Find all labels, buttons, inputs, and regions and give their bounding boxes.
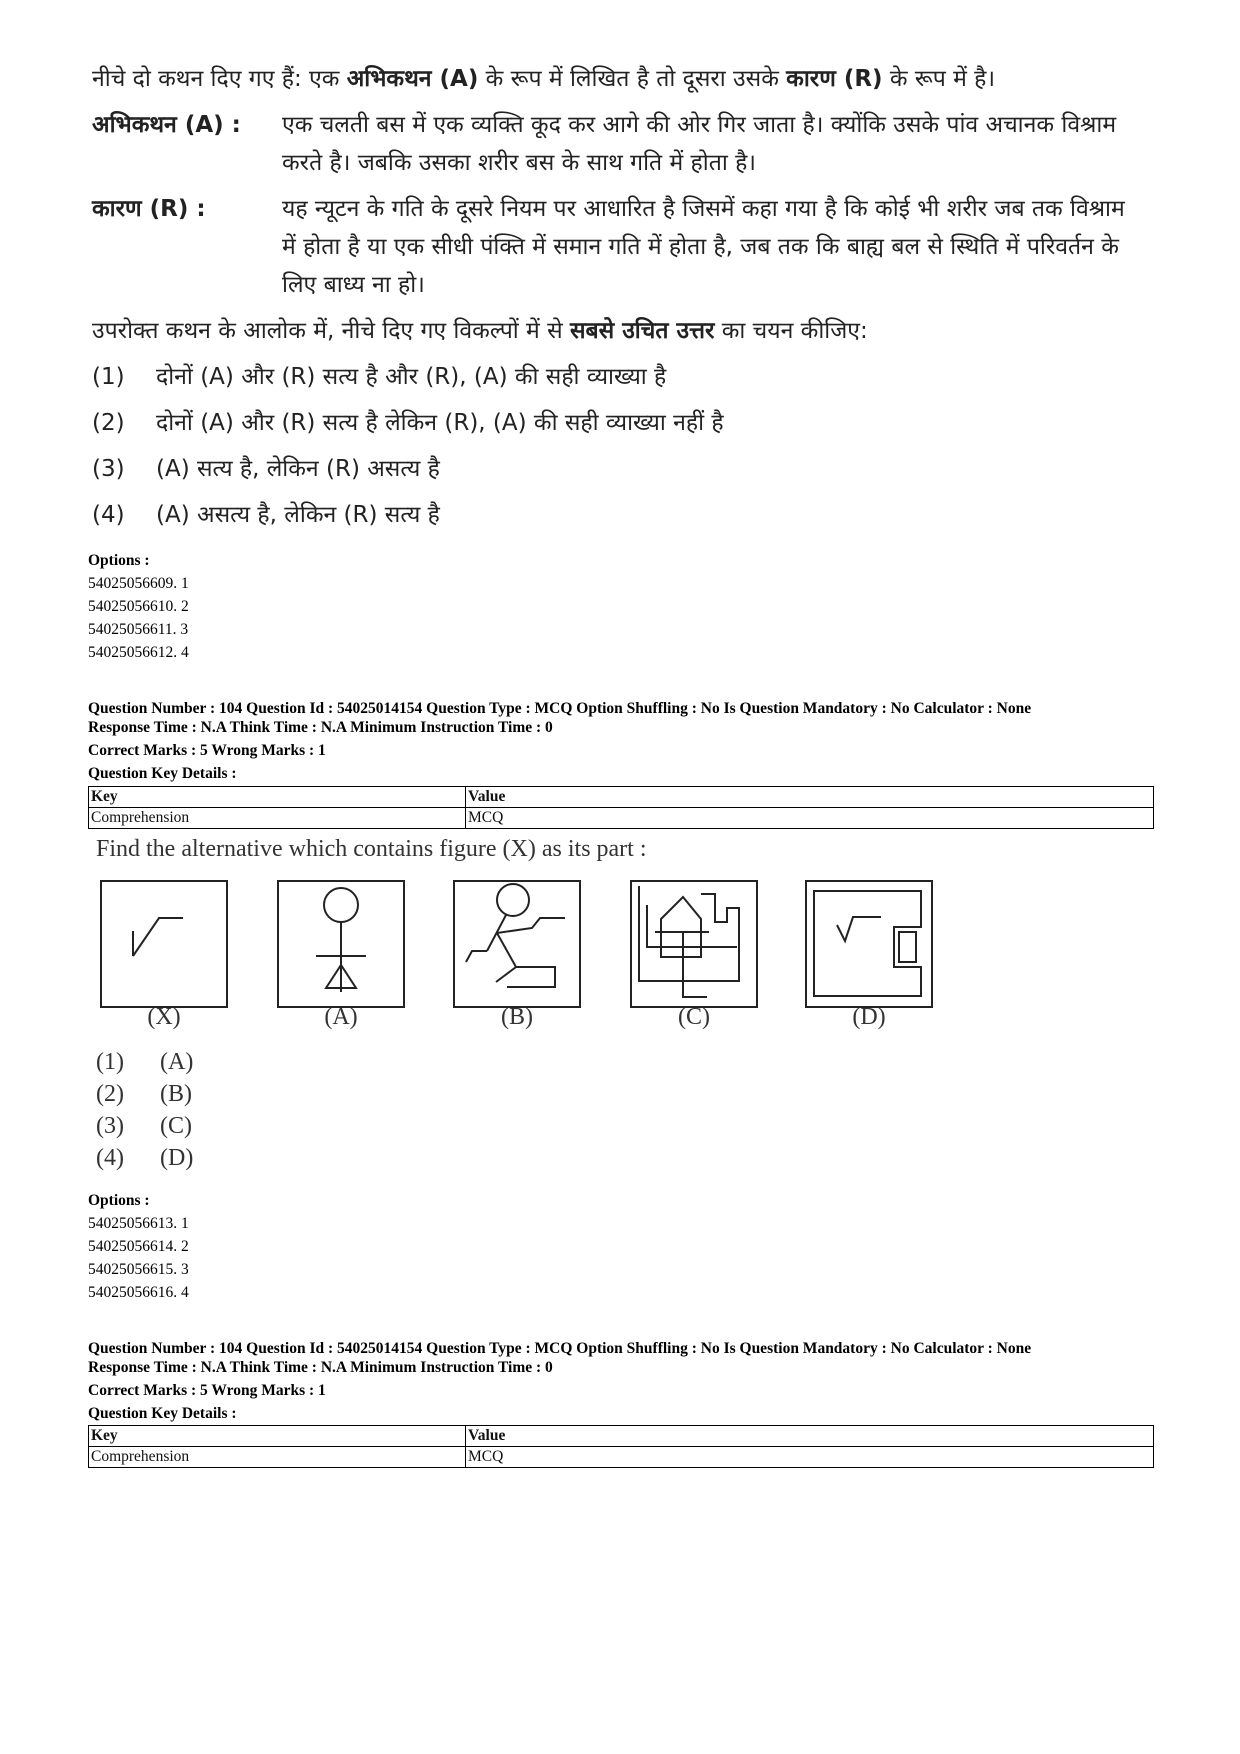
table-row: Comprehension MCQ [89,1447,1154,1468]
option-id: 54025056612. 4 [88,644,189,661]
options-list [88,549,189,664]
option-id: 54025056615. 3 [88,1261,189,1278]
option-id: 54025056610. 2 [88,598,189,615]
question-intro: नीचे दो कथन दिए गए हैं: एक अभिकथन (A) के रूप में लिखित है तो दूसरा उसके कारण (R) के रूप में है। [92,66,996,92]
options-list [88,1189,189,1304]
choice-item: (4) (D) [96,1145,194,1171]
reason-label: कारण (R) : [92,196,206,222]
figure-label-b: (B) [501,1004,533,1030]
reason-row [92,190,1182,304]
figure-labels [95,1004,955,1036]
reason-text: यह न्यूटन के गति के दूसरे नियम पर आधारित है जिसमें कहा गया है कि कोई भी शरीर जब तक विश्राम में होता है या एक सीधी पंक्ति में समान गति में होता है, जब तक कि बाह्य बल से स्थिति में परिवर्तन के लिए बाध्य ना हो। [282,196,1125,298]
assertion-text: एक चलती बस में एक व्यक्ति कूद कर आगे की ओर गिर जाता है। क्योंकि उसके पांव अचानक विश्राम करते है। जबकि उसका शरीर बस के साथ गति में होता है। [282,112,1117,176]
question-hindi [92,60,1182,534]
figure-d [806,881,932,1007]
question-meta: Question Number : 104 Question Id : 54025014154 Question Type : MCQ Option Shuffling : No Is Question Mandatory : No Calculator : None Response Time : N.A Think Time : N.A Minimum Instruction Time : 0 Correct Marks : 5 Wrong Marks : 1 Question Key Details : [88,700,1032,782]
key-details-table [88,786,1154,829]
choice-item: (1) दोनों (A) और (R) सत्य है और (R), (A) की सही व्याख्या है [92,364,667,390]
figure-options [95,870,955,1010]
choice-item: (3) (A) सत्य है, लेकिन (R) असत्य है [92,456,440,482]
option-id: 54025056613. 1 [88,1215,189,1232]
figure-a [278,881,404,1007]
choice-item: (4) (A) असत्य है, लेकिन (R) सत्य है [92,502,440,528]
choices-list [96,1046,193,1174]
option-id: 54025056616. 4 [88,1284,189,1301]
assertion-row [92,106,1182,182]
option-id: 54025056611. 3 [88,621,189,638]
choice-item: (3) (C) [96,1113,192,1139]
figure-label-x: (X) [147,1004,181,1030]
option-id: 54025056614. 2 [88,1238,189,1255]
assertion-label: अभिकथन (A) : [92,112,241,138]
figure-label-a: (A) [324,1004,358,1030]
question-instruction: उपरोक्त कथन के आलोक में, नीचे दिए गए विकल्पों में से सबसे उचित उत्तर का चयन कीजिए: [92,318,868,344]
question-meta: Question Number : 104 Question Id : 54025014154 Question Type : MCQ Option Shuffling : No Is Question Mandatory : No Calculator : None Response Time : N.A Think Time : N.A Minimum Instruction Time : 0 Correct Marks : 5 Wrong Marks : 1 Question Key Details : [88,1340,1032,1422]
choice-item: (1) (A) [96,1049,194,1075]
key-details-table [88,1425,1154,1468]
table-row: Key Value [89,787,1154,808]
figure-label-d: (D) [852,1004,886,1030]
figure-x [101,881,227,1007]
figure-b [454,881,580,1007]
option-id: 54025056609. 1 [88,575,189,592]
figure-c [631,881,757,1007]
options-heading: Options : [88,552,150,569]
choice-item: (2) (B) [96,1081,192,1107]
options-heading: Options : [88,1192,150,1209]
choice-item: (2) दोनों (A) और (R) सत्य है लेकिन (R), (A) की सही व्याख्या नहीं है [92,410,724,436]
table-row: Comprehension MCQ [89,808,1154,829]
table-row: Key Value [89,1426,1154,1447]
figure-label-c: (C) [678,1004,710,1030]
question-prompt: Find the alternative which contains figure (X) as its part : [96,836,647,862]
